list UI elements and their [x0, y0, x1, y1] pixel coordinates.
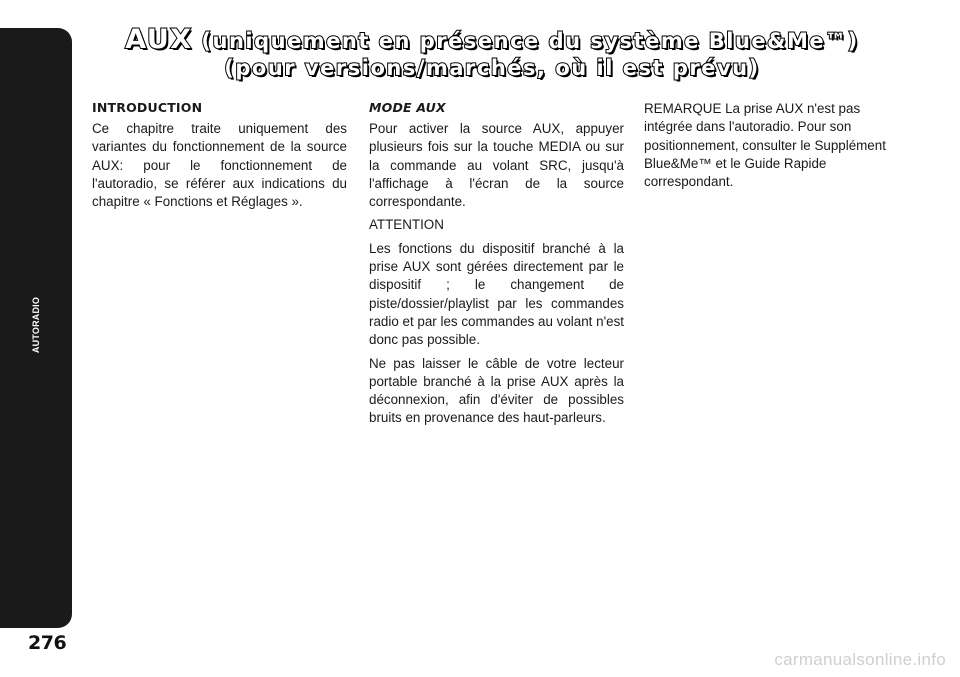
title-line-1: [92, 24, 892, 56]
column-introduction: [92, 100, 347, 216]
title-line-2: (pour versions/marchés, où il est prévu): [224, 56, 760, 81]
section-label: AUTORADIO: [31, 296, 41, 354]
title-rest: (uniquement en présence du système Blue&Me™): [201, 29, 859, 53]
title-main: AUX: [125, 24, 193, 55]
attention-label: ATTENTION: [369, 217, 444, 233]
column-remarque: [644, 100, 899, 196]
watermark: carmanualsonline.info: [774, 650, 946, 669]
mode-aux-heading: MODE AUX: [369, 100, 446, 115]
mode-aux-paragraph-2: Les fonctions du dispositif branché à la prise AUX sont gérées directement par le dispositif ; le changement de piste/dossier/playlist par les commandes radio et par les commandes au volant n'est donc pas possible.: [369, 240, 624, 348]
remarque-paragraph: REMARQUE La prise AUX n'est pas intégrée dans l'autoradio. Pour son positionnement, consulter le Supplément Blue&Me™ et le Guide Rapide correspondant.: [644, 101, 886, 190]
column-mode-aux: [369, 100, 624, 433]
mode-aux-paragraph-3: Ne pas laisser le câble de votre lecteur portable branché à la prise AUX après la déconnexion, afin d'éviter de possibles bruits en provenance des haut-parleurs.: [369, 355, 624, 426]
introduction-paragraph: Ce chapitre traite uniquement des variantes du fonctionnement de la source AUX: pour le fonctionnement de l'autoradio, se référer aux indications du chapitre « Fonctions et Réglages ».: [92, 121, 347, 210]
introduction-heading: INTRODUCTION: [92, 100, 203, 115]
page-number: 276: [28, 632, 67, 654]
page-title: [92, 24, 892, 82]
mode-aux-paragraph-1: Pour activer la source AUX, appuyer plusieurs fois sur la touche MEDIA ou sur la commande au volant SRC, jusqu'à l'affichage à l'écran de la source correspondante.: [369, 121, 624, 210]
